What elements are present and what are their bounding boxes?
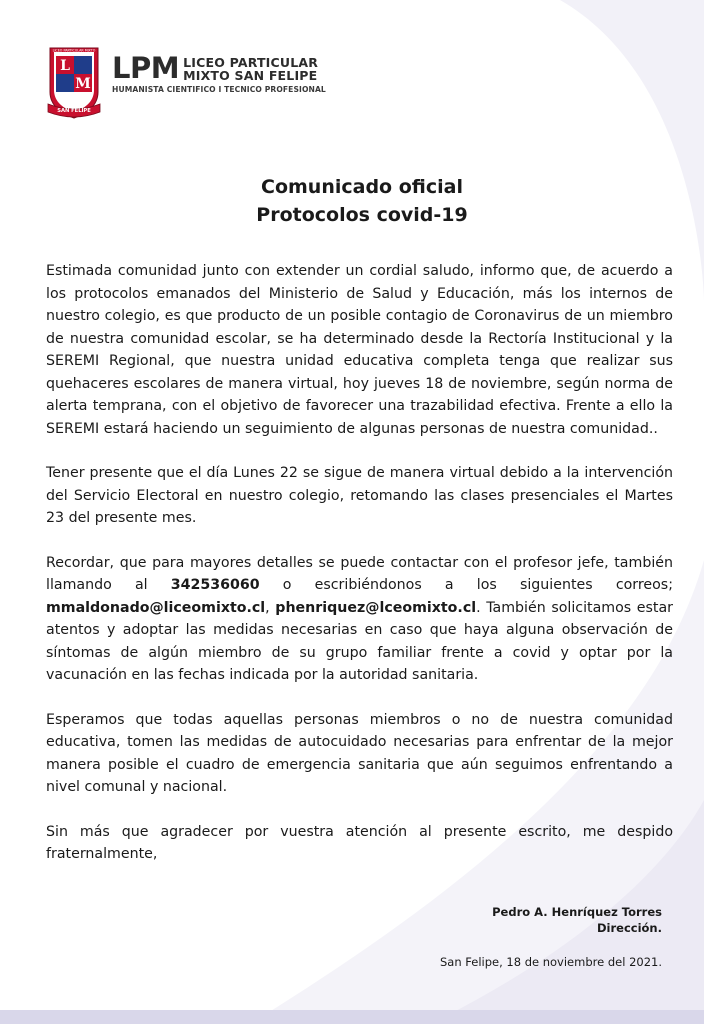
contact-phone: 342536060 [170,577,260,593]
signature-block [492,904,662,936]
brand-name-line2: MIXTO SAN FELIPE [183,68,318,83]
crest-letter-l: L [60,58,70,74]
crest-top-text: LICEO PARTICULAR MIXTO [52,48,96,53]
paragraph-5: Sin más que agradecer por vuestra atención al presente escrito, me despido fraternalmente, [46,823,673,862]
paragraph-3-text-a: Recordar, que para mayores detalles se puede contactar con el profesor jefe, también llamando al [46,554,673,593]
contact-email-2[interactable]: phenriquez@lceomixto.cl [275,599,477,616]
brand-lpm: LPM [112,51,180,85]
paragraph-3-text-c: , [265,599,276,616]
paragraph-4: Esperamos que todas aquellas personas miembros o no de nuestra comunidad educativa, tomen las medidas de autocuidado necesarias para enfrentar de la mejor manera posible el cuadro de emergencia sanitaria que aún seguimos enfrentando a nivel comunal y nacional. [46,711,673,795]
brand-subtitle: HUMANISTA CIENTIFICO I TECNICO PROFESIONAL [112,85,326,94]
footer-band [0,1010,704,1024]
paragraph-2: Tener presente que el día Lunes 22 se sigue de manera virtual debido a la intervención del Servicio Electoral en nuestro colegio, retomando las clases presenciales el Martes 23 del presente mes. [46,465,673,526]
document-body [46,260,673,888]
signature-name: Pedro A. Henríquez Torres [492,905,662,919]
document-title [0,173,704,229]
school-crest-logo [44,42,104,120]
document-date: San Felipe, 18 de noviembre del 2021. [439,955,662,969]
paragraph-3 [46,552,673,687]
brand-name-line1: LICEO PARTICULAR [183,55,319,70]
crest-letter-m: M [75,76,91,92]
brand-name [183,56,318,82]
school-brand [112,51,326,94]
title-line2: Protocolos covid-19 [256,204,468,226]
contact-email-1[interactable]: mmaldonado@liceomixto.cl [46,599,266,616]
signature-role: Dirección. [597,921,662,935]
paragraph-3-text-b: o escribiéndonos a los siguientes correos; [259,577,673,593]
school-header [44,42,326,120]
paragraph-3-text-d: . También solicitamos estar atentos y adoptar las medidas necesarias en caso que haya alguna observación de síntomas de algún miembro de su grupo familiar frente a covid y optar por la vacunación en las fechas indicada por la autoridad sanitaria. [46,599,673,683]
paragraph-1: Estimada comunidad junto con extender un cordial saludo, informo que, de acuerdo a los protocolos emanados del Ministerio de Salud y Educación, más los internos de nuestro colegio, es que producto de un posible contagio de Coronavirus de un miembro de nuestra comunidad escolar, se ha determinado desde la Rectoría Institucional y la SEREMI Regional, que nuestra unidad educativa completa tenga que realizar sus quehaceres escolares de manera virtual, hoy jueves 18 de noviembre, según norma de alerta temprana, con el objetivo de favorecer una trazabilidad efectiva. Frente a ello la SEREMI estará haciendo un seguimiento de algunas personas de nuestra comunidad.. [46,263,673,437]
crest-ribbon-text: SAN FELIPE [57,108,91,114]
title-line1: Comunicado oficial [261,176,463,198]
